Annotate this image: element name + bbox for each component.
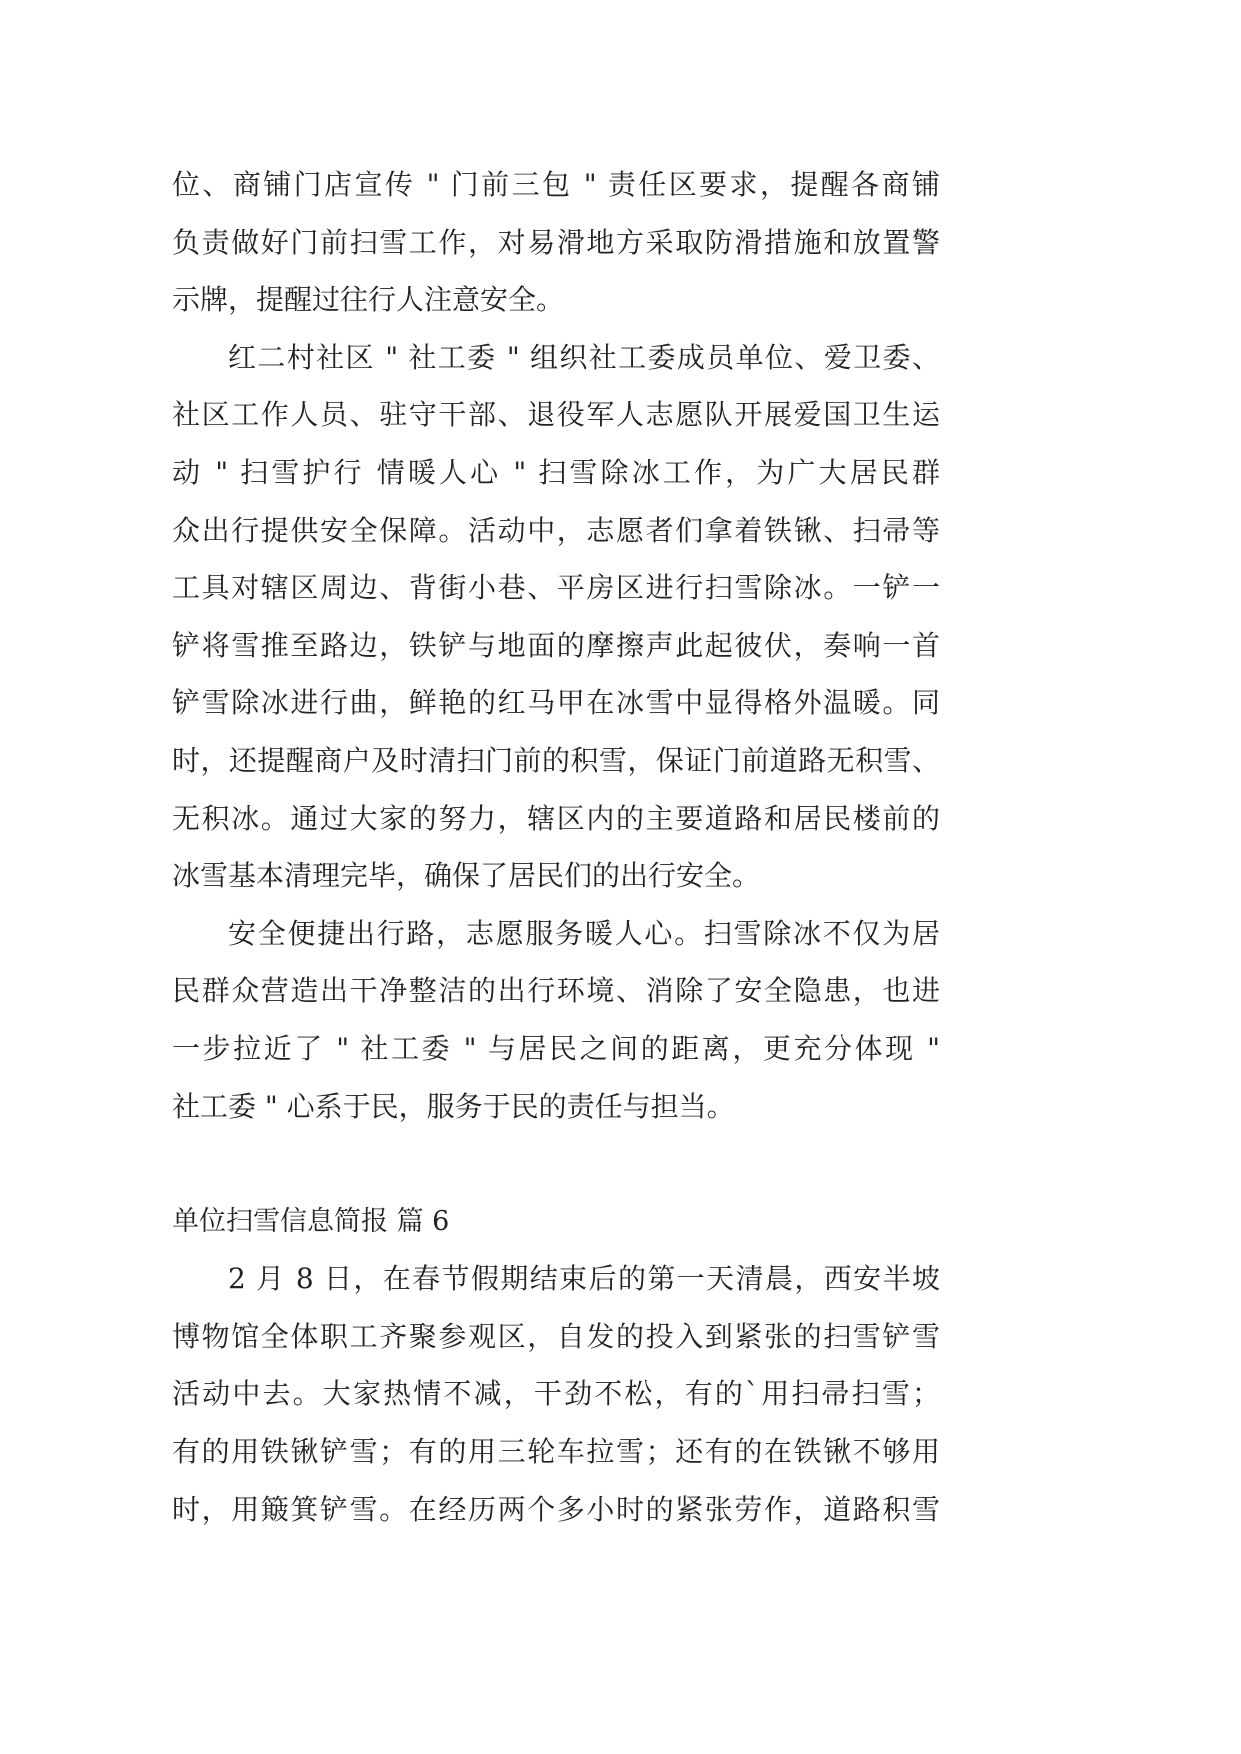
text-line: 一步拉近了 " 社工委 " 与居民之间的距离，更充分体现 " bbox=[172, 1031, 940, 1065]
text-line: 动 " 扫雪护行 情暖人心 " 扫雪除冰工作，为广大居民群 bbox=[172, 455, 940, 489]
text-line: 铲雪除冰进行曲，鲜艳的红马甲在冰雪中显得格外温暖。同 bbox=[172, 686, 940, 720]
text-line: 2 月 8 日，在春节假期结束后的第一天清晨，西安半坡 bbox=[228, 1262, 940, 1296]
paragraph bbox=[172, 329, 940, 905]
document-body bbox=[172, 156, 940, 1538]
paragraph bbox=[172, 1250, 940, 1538]
text-line: 安全便捷出行路，志愿服务暖人心。扫雪除冰不仅为居 bbox=[228, 916, 940, 950]
text-line: 时，还提醒商户及时清扫门前的积雪，保证门前道路无积雪、 bbox=[172, 743, 940, 777]
text-line: 红二村社区 " 社工委 " 组织社工委成员单位、爱卫委、 bbox=[228, 340, 940, 374]
paragraph bbox=[172, 905, 940, 1135]
text-line: 工具对辖区周边、背街小巷、平房区进行扫雪除冰。一铲一 bbox=[172, 571, 940, 605]
text-line: 铲将雪推至路边，铁铲与地面的摩擦声此起彼伏，奏响一首 bbox=[172, 628, 940, 662]
paragraph bbox=[172, 156, 940, 329]
section-heading: 单位扫雪信息简报 篇 6 bbox=[172, 1205, 450, 1237]
text-line: 有的用铁锹铲雪；有的用三轮车拉雪；还有的在铁锹不够用 bbox=[172, 1435, 940, 1469]
text-line: 时，用簸箕铲雪。在经历两个多小时的紧张劳作，道路积雪 bbox=[172, 1492, 940, 1526]
text-line: 无积冰。通过大家的努力，辖区内的主要道路和居民楼前的 bbox=[172, 801, 940, 835]
text-line: 冰雪基本清理完毕，确保了居民们的出行安全。 bbox=[172, 859, 761, 893]
text-line: 众出行提供安全保障。活动中，志愿者们拿着铁锹、扫帚等 bbox=[172, 513, 940, 547]
text-line: 示牌，提醒过往行人注意安全。 bbox=[172, 283, 565, 317]
text-line: 社工委 " 心系于民，服务于民的责任与担当。 bbox=[172, 1089, 735, 1123]
text-line: 负责做好门前扫雪工作，对易滑地方采取防滑措施和放置警 bbox=[172, 225, 940, 259]
text-line: 活动中去。大家热情不减，干劲不松，有的`用扫帚扫雪； bbox=[172, 1377, 940, 1411]
text-line: 博物馆全体职工齐聚参观区，自发的投入到紧张的扫雪铲雪 bbox=[172, 1319, 940, 1353]
text-line: 位、商铺门店宣传 " 门前三包 " 责任区要求，提醒各商铺 bbox=[172, 168, 940, 201]
text-line: 社区工作人员、驻守干部、退役军人志愿队开展爱国卫生运 bbox=[172, 398, 940, 432]
text-line: 民群众营造出干净整洁的出行环境、消除了安全隐患，也进 bbox=[172, 974, 940, 1008]
